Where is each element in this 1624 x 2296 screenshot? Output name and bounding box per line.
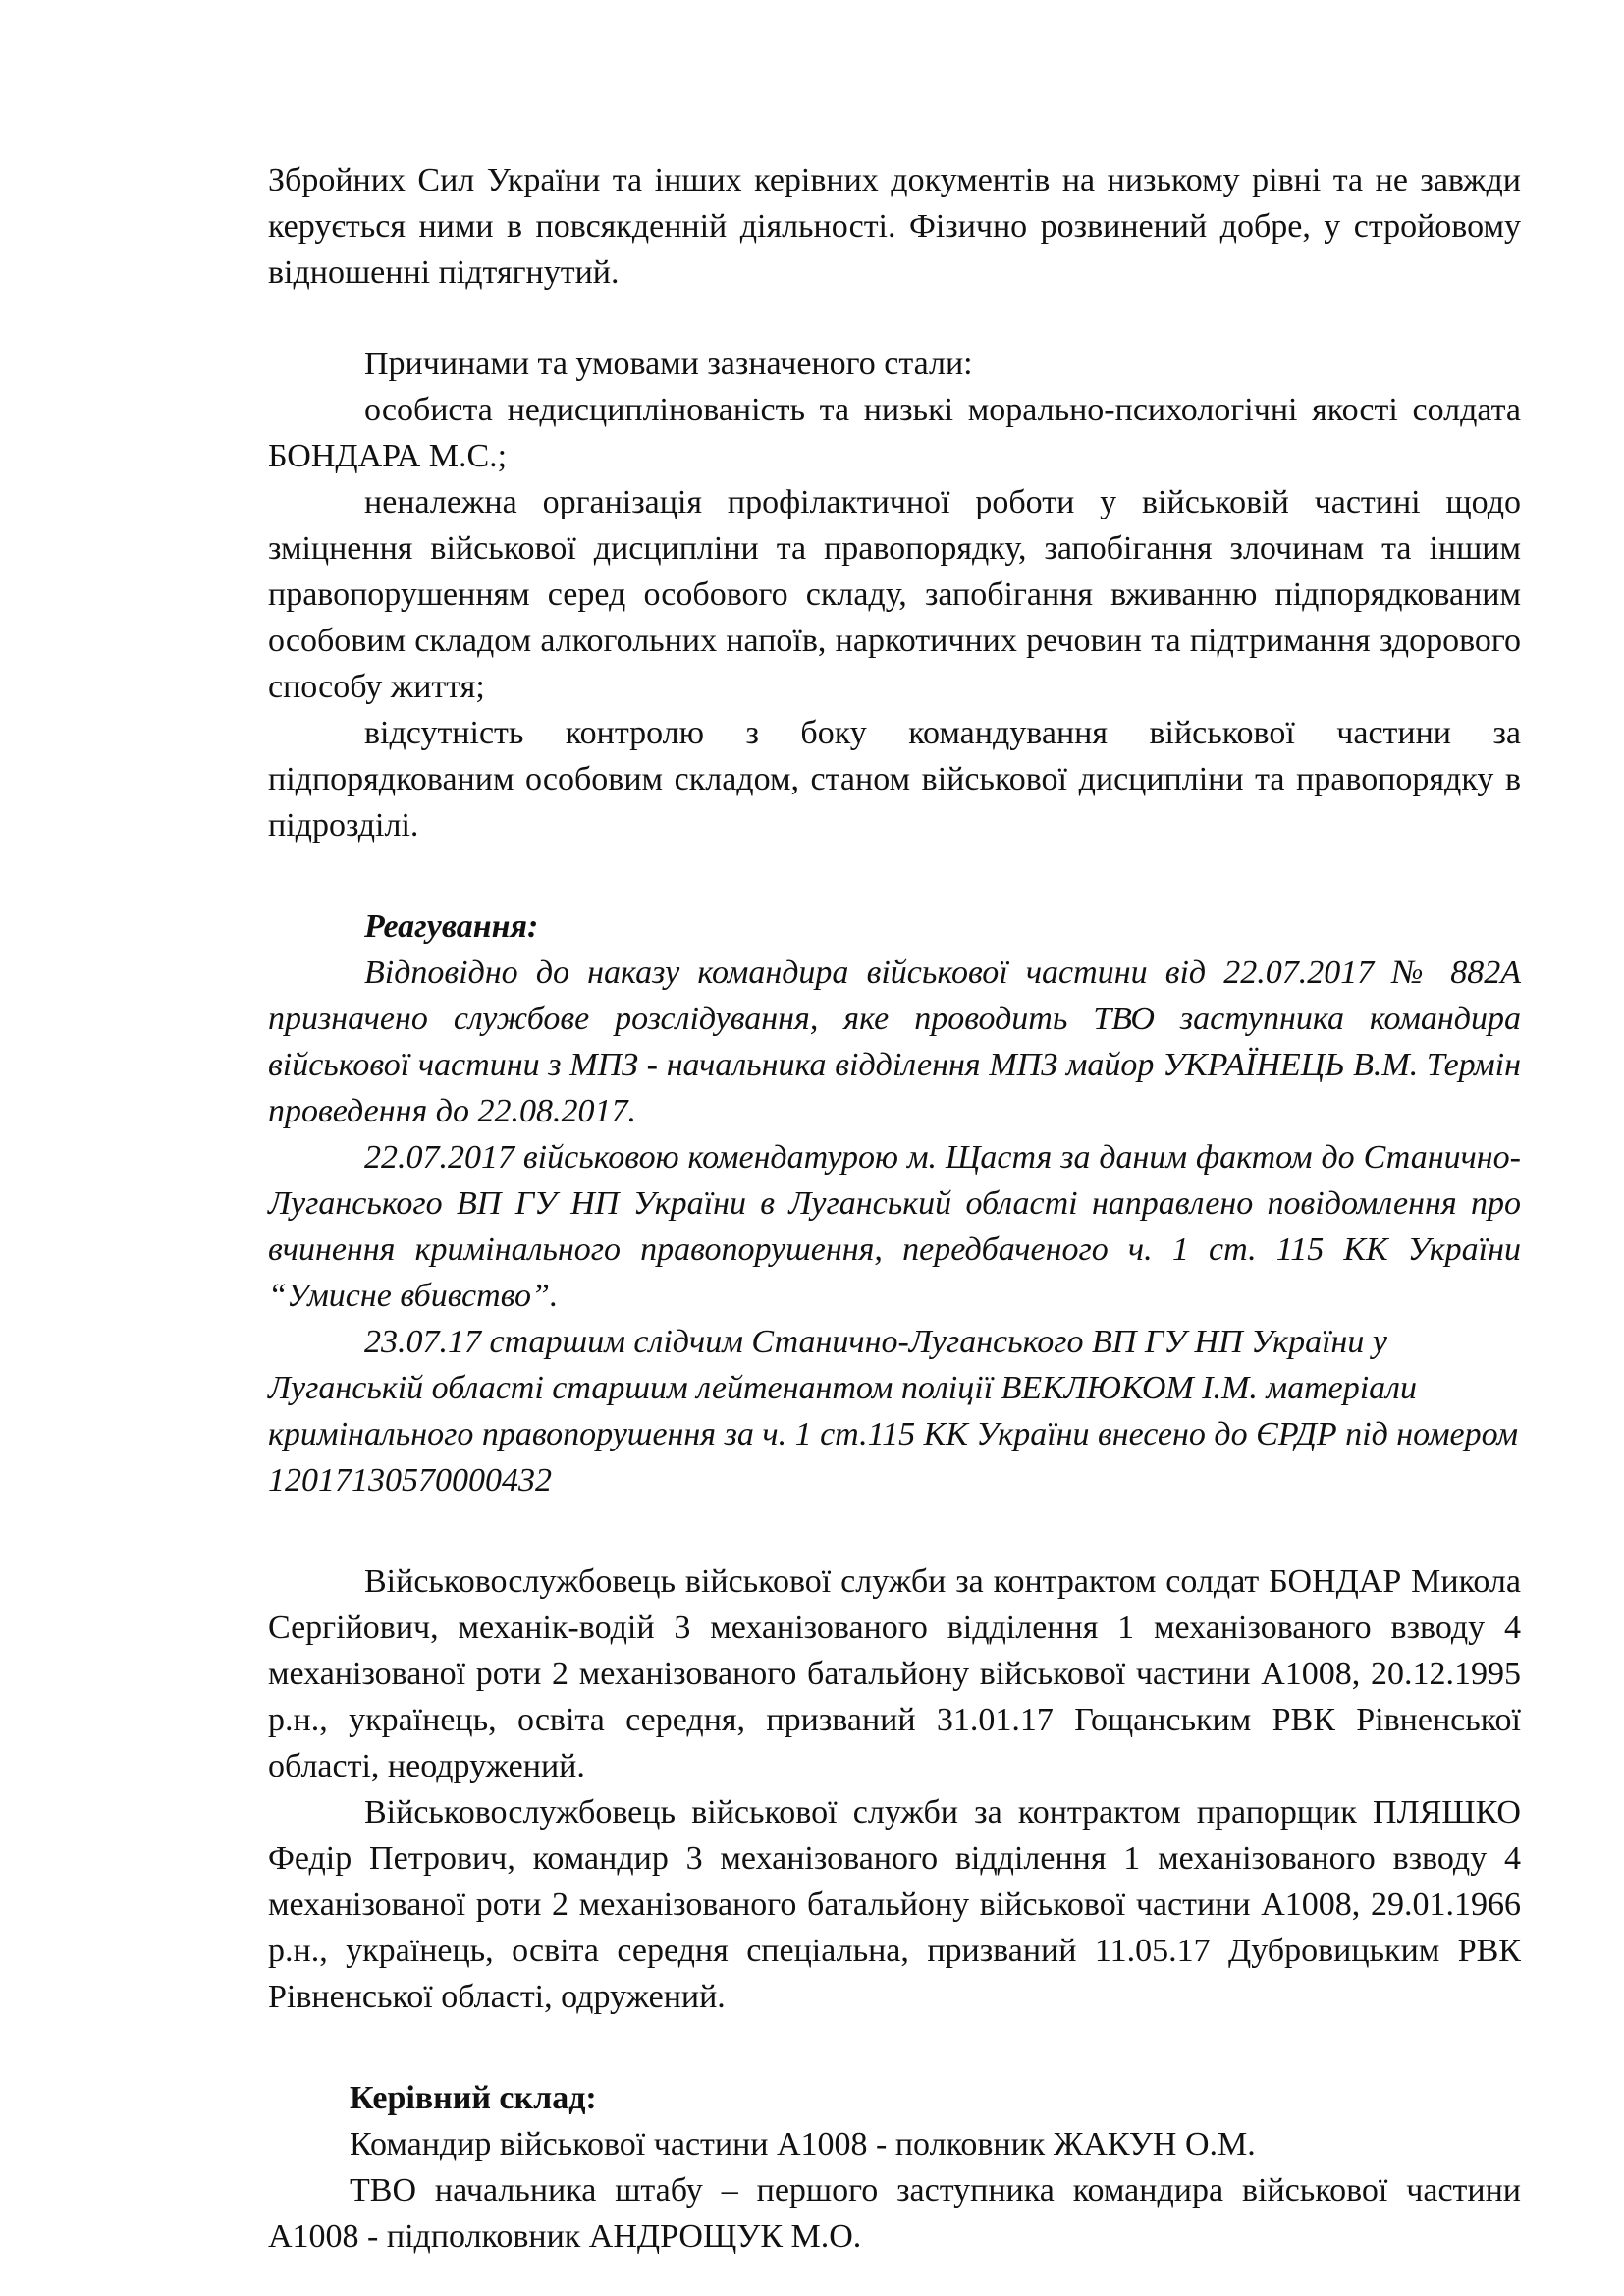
causes-title: Причинами та умовами зазначеного стали: xyxy=(364,346,973,382)
document-page xyxy=(268,157,1521,2260)
cause-item: особиста недисциплінованість та низькі морально-психологічні якості солдата БОНДАРА М.С.; xyxy=(268,392,1521,474)
command-staff-title: Керівний склад: xyxy=(350,2080,597,2116)
serviceman-paragraph: Військовослужбовець військової служби за контрактом солдат БОНДАР Микола Сергійович, механік-водій 3 механізованого відділення 1 механізованого взводу 4 механізованої роти 2 механізованого батальйону військової частини А1008, 20.12.1995 р.н., українець, освіта середня, призваний 31.01.17 Гощанським РВК Рівненської області, неодружений. xyxy=(268,1563,1521,1784)
response-item: Відповідно до наказу командира військової частини від 22.07.2017 № 882А призначено службове розслідування, яке проводить ТВО заступника командира військової частини з МПЗ - начальника відділення МПЗ майор УКРАЇНЕЦЬ В.М. Термін проведення до 22.08.2017. xyxy=(268,955,1521,1129)
response-item: 23.07.17 старшим слідчим Станично-Луганського ВП ГУ НП України у Луганській області старшим лейтенантом поліції ВЕКЛЮКОМ І.М. матеріали кримінального правопорушення за ч. 1 ст.115 КК України внесено до ЄРДР під номером 12017130570000432 xyxy=(268,1324,1519,1499)
intro-paragraph: Збройних Сил України та інших керівних документів на низькому рівні та не завжди керується ними в повсякденній діяльності. Фізично розвинений добре, у стройовому відношенні підтягнутий. xyxy=(268,162,1521,291)
response-title: Реагування: xyxy=(364,908,539,945)
spacer xyxy=(268,2020,1521,2075)
response-item: 22.07.2017 військовою комендатурою м. Щастя за даним фактом до Станично-Луганського ВП ГУ НП України в Луганський області направлено повідомлення про вчинення кримінального правопорушення, передбаченого ч. 1 ст. 115 КК України “Умисне вбивство”. xyxy=(268,1139,1521,1314)
cause-item: відсутність контролю з боку командування військової частини за підпорядкованим особовим складом, станом військової дисципліни та правопорядку в підрозділі. xyxy=(268,715,1521,844)
cause-item: неналежна організація профілактичної роботи у військовій частині щодо зміцнення військової дисципліни та правопорядку, запобігання злочинам та іншим правопорушенням серед особового складу, запобігання вживанню підпорядкованим особовим складом алкогольних напоїв, наркотичних речовин та підтримання здорового способу життя; xyxy=(268,484,1521,705)
command-staff-item: ТВО начальника штабу – першого заступника командира військової частини А1008 - підполковник АНДРОЩУК М.О. xyxy=(268,2172,1521,2255)
spacer xyxy=(268,1503,1521,1558)
spacer xyxy=(268,296,1521,341)
command-staff-item: Командир військової частини А1008 - полковник ЖАКУН О.М. xyxy=(350,2126,1256,2162)
serviceman-paragraph: Військовослужбовець військової служби за контрактом прапорщик ПЛЯШКО Федір Петрович, командир 3 механізованого відділення 1 механізованого взводу 4 механізованої роти 2 механізованого батальйону військової частини А1008, 29.01.1966 р.н., українець, освіта середня спеціальна, призваний 11.05.17 Дубровицьким РВК Рівненської області, одружений. xyxy=(268,1794,1521,2015)
spacer xyxy=(268,848,1521,903)
